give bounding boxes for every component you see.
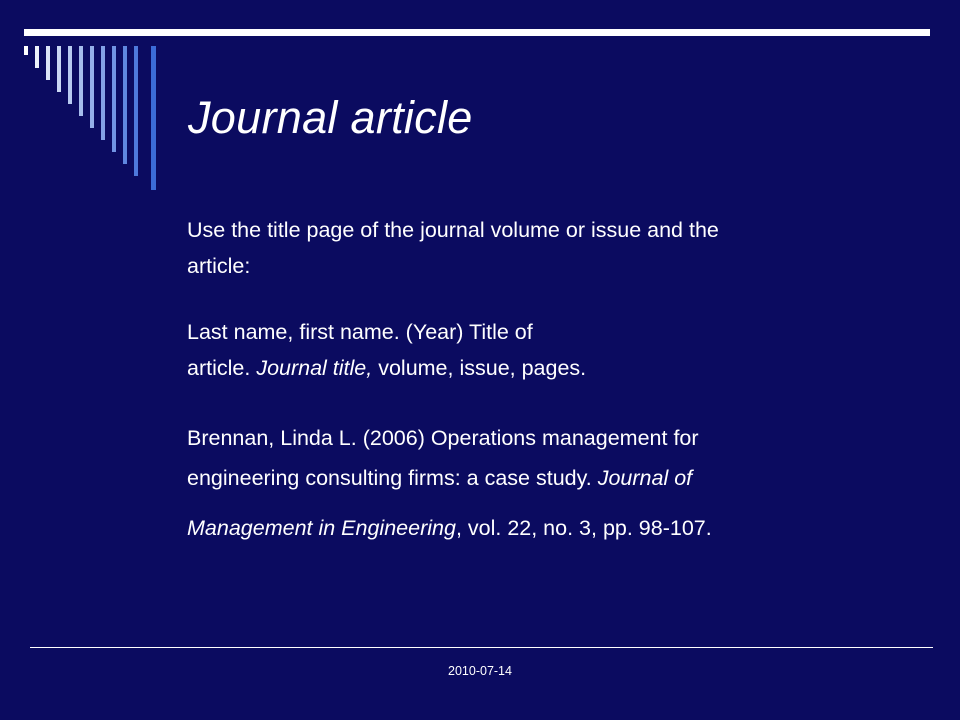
- format-journal-title: Journal title,: [256, 356, 373, 380]
- intro-line-1: Use the title page of the journal volume or issue and the: [187, 218, 719, 242]
- decorative-bar: [112, 46, 116, 152]
- decorative-bar: [68, 46, 72, 104]
- example-line-2: [187, 456, 887, 500]
- intro-paragraph: [187, 212, 887, 284]
- decorative-bar: [90, 46, 94, 128]
- footer-date: 2010-07-14: [448, 664, 512, 678]
- slide-title: Journal article: [188, 92, 473, 143]
- decorative-bar: [123, 46, 127, 164]
- example-journal-part-1: Journal of: [597, 466, 693, 490]
- intro-line-2: article:: [187, 254, 251, 278]
- format-line-2: [187, 350, 887, 386]
- format-line-1: Last name, first name. (Year) Title of: [187, 320, 533, 344]
- example-text-b: , vol. 22, no. 3, pp. 98-107.: [455, 516, 712, 540]
- decorative-bar: [101, 46, 105, 140]
- format-text-a: article.: [187, 356, 257, 380]
- bottom-rule: [30, 647, 933, 648]
- decorative-bars: [0, 0, 160, 200]
- format-text-b: volume, issue, pages.: [372, 356, 587, 380]
- example-journal-part-2: Management in Engineering: [187, 516, 456, 540]
- decorative-bar: [57, 46, 61, 92]
- decorative-bar: [35, 46, 39, 68]
- example-line-3: [187, 506, 887, 550]
- decorative-bar: [46, 46, 50, 80]
- example-text-a: engineering consulting firms: a case study.: [187, 466, 598, 490]
- decorative-bar: [134, 46, 138, 176]
- decorative-bar: [151, 46, 156, 190]
- decorative-bar: [79, 46, 83, 116]
- example-paragraph: [187, 420, 887, 550]
- decorative-bar: [24, 46, 28, 55]
- example-line-1: Brennan, Linda L. (2006) Operations management for: [187, 426, 699, 450]
- slide-body: [187, 212, 887, 570]
- format-paragraph: [187, 314, 887, 386]
